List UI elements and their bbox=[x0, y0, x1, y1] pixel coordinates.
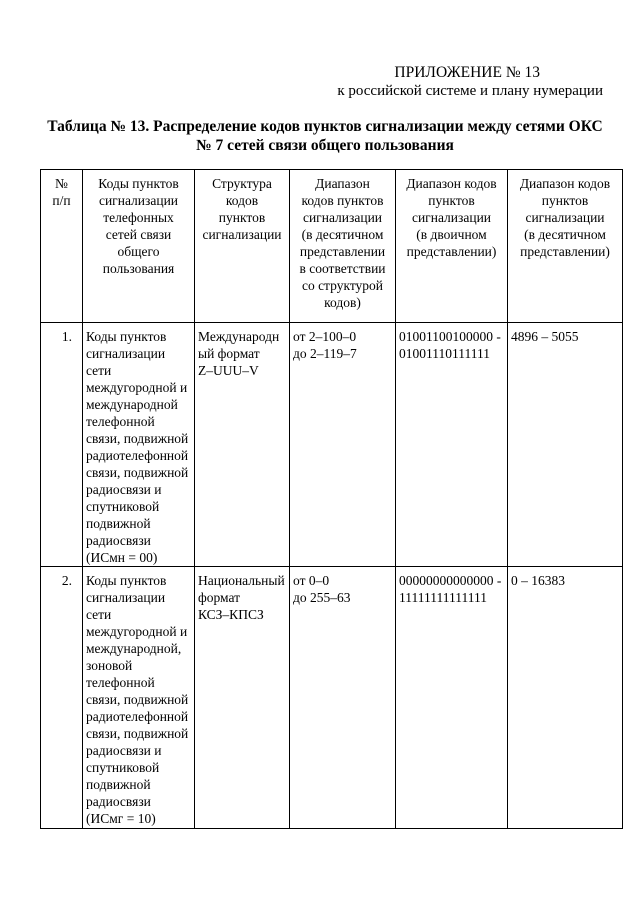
header-line: (в двоичном bbox=[416, 227, 487, 242]
cell-line: 4896 – 5055 bbox=[511, 329, 579, 344]
row-range-binary bbox=[396, 567, 508, 829]
cell-line: спутниковой bbox=[86, 760, 160, 775]
header-line: общего bbox=[117, 244, 160, 259]
header-line: пользования bbox=[102, 261, 175, 276]
header-line: пунктов bbox=[541, 193, 589, 208]
annex-title: ПРИЛОЖЕНИЕ № 13 bbox=[394, 64, 540, 81]
header-line: № bbox=[55, 176, 68, 191]
header-line: Структура bbox=[212, 176, 272, 191]
cell-line: 11111111111111 bbox=[399, 590, 487, 605]
cell-line: (ИСмн = 00) bbox=[86, 550, 158, 565]
cell-line: междугородной и bbox=[86, 624, 188, 639]
header-line: сигнализации bbox=[98, 193, 179, 208]
header-line: (в десятичном bbox=[524, 227, 606, 242]
cell-line: сигнализации bbox=[86, 346, 166, 361]
row-number: 1. bbox=[41, 323, 83, 567]
cell-line: связи, подвижной bbox=[86, 465, 189, 480]
cell-line: телефонной bbox=[86, 414, 155, 429]
table-title-line-2: № 7 сетей связи общего пользования bbox=[196, 137, 454, 154]
cell-line: Коды пунктов bbox=[86, 329, 167, 344]
table-title-line-1: Таблица № 13. Распределение кодов пунктов сигнализации между сетями ОКС bbox=[47, 118, 603, 135]
cell-line: телефонной bbox=[86, 675, 155, 690]
annex-subtitle: к российской системе и плану нумерации bbox=[337, 83, 603, 99]
header-line: пунктов bbox=[218, 210, 266, 225]
row-range-structured bbox=[290, 323, 396, 567]
cell-line: (ИСмг = 10) bbox=[86, 811, 156, 826]
cell-line: международной bbox=[86, 397, 178, 412]
header-line: сетей связи bbox=[105, 227, 172, 242]
header-line: кодов) bbox=[324, 295, 361, 310]
header-line: Диапазон bbox=[315, 176, 370, 191]
cell-line: 01001100100000 - bbox=[399, 329, 501, 344]
cell-line: междугородной и bbox=[86, 380, 188, 395]
cell-line: до 2–119–7 bbox=[293, 346, 357, 361]
row-range-decimal bbox=[508, 567, 623, 829]
header-line: сигнализации bbox=[202, 227, 282, 242]
signaling-codes-table bbox=[40, 169, 623, 829]
cell-line: радиотелефонной bbox=[86, 709, 189, 724]
header-cell-range-decimal bbox=[508, 170, 623, 323]
header-line: в соответствии bbox=[299, 261, 386, 276]
cell-line: сети bbox=[86, 607, 112, 622]
cell-line: Международн bbox=[198, 329, 280, 344]
table-header-row bbox=[41, 170, 623, 323]
header-line: Диапазон кодов bbox=[406, 176, 497, 191]
row-structure bbox=[195, 323, 290, 567]
cell-line: КСЗ–КПСЗ bbox=[198, 607, 264, 622]
cell-line: связи, подвижной bbox=[86, 692, 189, 707]
header-line: (в десятичном bbox=[301, 227, 384, 242]
cell-line: до 255–63 bbox=[293, 590, 351, 605]
cell-line: подвижной bbox=[86, 516, 151, 531]
cell-line: радиосвязи bbox=[86, 533, 151, 548]
row-range-binary bbox=[396, 323, 508, 567]
table-row bbox=[41, 567, 623, 829]
header-line: сигнализации bbox=[525, 210, 605, 225]
cell-line: Национальный bbox=[198, 573, 285, 588]
cell-line: международной, bbox=[86, 641, 182, 656]
cell-line: от 0–0 bbox=[293, 573, 330, 588]
table-row bbox=[41, 323, 623, 567]
cell-line: 00000000000000 - bbox=[399, 573, 502, 588]
cell-line: подвижной bbox=[86, 777, 151, 792]
cell-line: зоновой bbox=[86, 658, 133, 673]
cell-line: связи, подвижной bbox=[86, 431, 189, 446]
row-structure bbox=[195, 567, 290, 829]
row-range-decimal bbox=[508, 323, 623, 567]
header-cell-range-structured bbox=[290, 170, 396, 323]
header-line: представлении bbox=[299, 244, 386, 259]
header-cell-codes bbox=[83, 170, 195, 323]
header-line: телефонных bbox=[103, 210, 174, 225]
cell-line: радиосвязи bbox=[86, 794, 151, 809]
header-line: представлении) bbox=[520, 244, 610, 259]
row-range-structured bbox=[290, 567, 396, 829]
cell-line: формат bbox=[198, 590, 241, 605]
header-cell-range-binary bbox=[396, 170, 508, 323]
header-line: Диапазон кодов bbox=[519, 176, 611, 191]
header-line: кодов пунктов bbox=[301, 193, 384, 208]
header-line: п/п bbox=[52, 193, 71, 208]
header-line: представлении) bbox=[406, 244, 497, 259]
row-number: 2. bbox=[41, 567, 83, 829]
cell-line: связи, подвижной bbox=[86, 726, 189, 741]
header-cell-number bbox=[41, 170, 83, 323]
header-cell-structure bbox=[195, 170, 290, 323]
cell-line: ый формат bbox=[198, 346, 260, 361]
header-line: со структурой bbox=[301, 278, 384, 293]
header-line: пунктов bbox=[428, 193, 475, 208]
header-line: сигнализации bbox=[411, 210, 492, 225]
cell-line: от 2–100–0 bbox=[293, 329, 357, 344]
cell-line: радиосвязи и bbox=[86, 743, 162, 758]
row-codes bbox=[83, 567, 195, 829]
cell-line: сигнализации bbox=[86, 590, 166, 605]
header-line: сигнализации bbox=[302, 210, 383, 225]
cell-line: сети bbox=[86, 363, 112, 378]
header-line: кодов bbox=[225, 193, 259, 208]
cell-line: 01001110111111 bbox=[399, 346, 490, 361]
table-title bbox=[40, 117, 610, 155]
cell-line: Z–UUU–V bbox=[198, 363, 259, 378]
cell-line: Коды пунктов bbox=[86, 573, 167, 588]
cell-line: 0 – 16383 bbox=[511, 573, 565, 588]
row-codes bbox=[83, 323, 195, 567]
cell-line: радиосвязи и bbox=[86, 482, 162, 497]
cell-line: радиотелефонной bbox=[86, 448, 189, 463]
header-line: Коды пунктов bbox=[98, 176, 179, 191]
cell-line: спутниковой bbox=[86, 499, 160, 514]
